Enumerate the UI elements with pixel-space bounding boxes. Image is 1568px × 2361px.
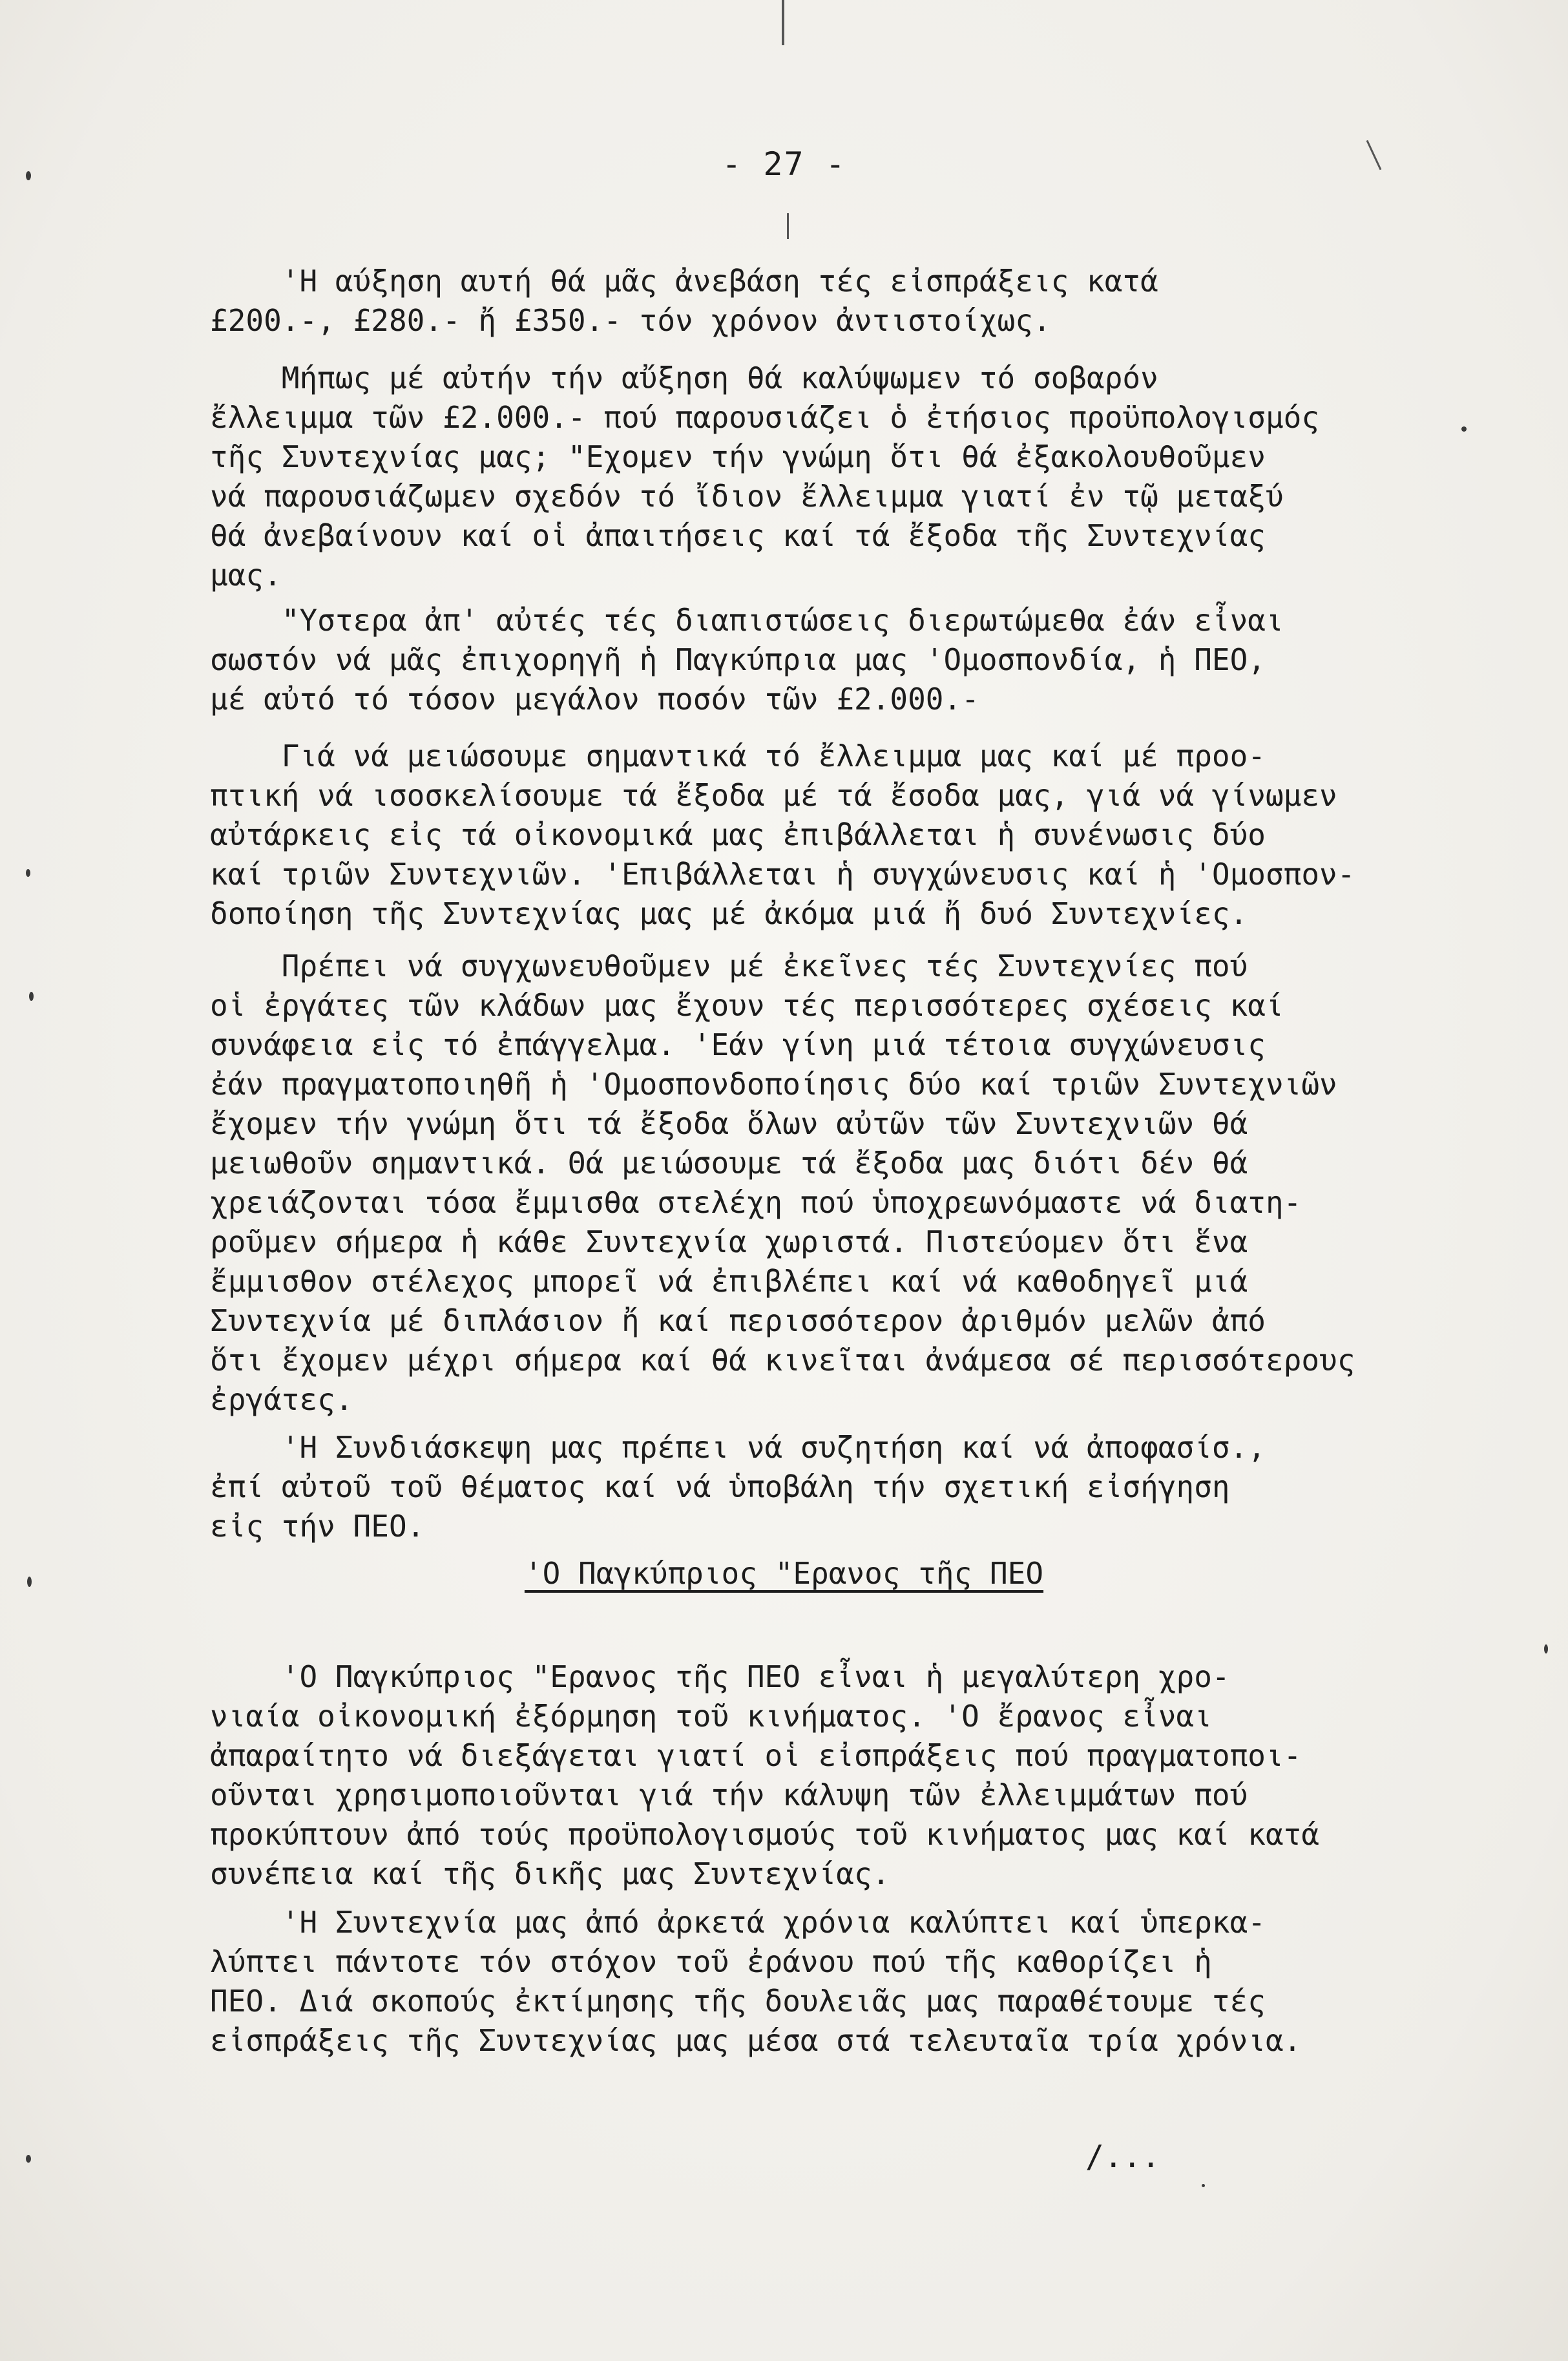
paragraph-5: Πρέπει νά συγχωνευθοῦμεν μέ ἐκεῖνες τές Συντεχνίες πού οἱ ἐργάτες τῶν κλάδων μας ἔχουν τές περισσότερες σχέσεις καί συνάφεια εἰς τό ἐπάγγελμα. 'Εάν γίνη μιά τέτοια συγχώνευσις ἐάν πραγματοποιηθῆ ἡ 'Ομοσπονδοποίησις δύο καί τριῶν Συντεχνιῶν ἔχομεν τήν γνώμη ὅτι τά ἔξοδα ὅλων αὐτῶν τῶν Συντεχνιῶν θά μειωθοῦν σημαντικά. Θά μειώσουμε τά ἔξοδα μας διότι δέν θά χρειάζονται τόσα ἔμμισθα στελέχη πού ὑποχρεωνόμαστε νά διατη- ροῦμεν σήμερα ἡ κάθε Συντεχνία χωριστά. Πιστεύομεν ὅτι ἕνα ἔμμισθον στέλεχος μπορεῖ νά ἐπιβλέπει καί νά καθοδηγεῖ μιά Συντεχνία μέ διπλάσιον ἤ καί περισσότερον ἀριθμόν μελῶν ἀπό ὅτι ἔχομεν μέχρι σήμερα καί θά κινεῖται ἀνάμεσα σέ περισσότερους ἐργάτες. <box>210 949 1355 1417</box>
scan-speck <box>26 2155 31 2163</box>
paragraph-6: 'Η Συνδιάσκεψη μας πρέπει νά συζητήση καί νά ἀποφασίσ., ἐπί αὐτοῦ τοῦ θέματος καί νά ὑποβάλη τήν σχετική εἰσήγηση εἰς τήν ΠΕΟ. <box>210 1430 1266 1544</box>
scan-artifact <box>787 213 789 239</box>
continuation-mark: /... <box>1085 2139 1160 2175</box>
paragraph-2: Μήπως μέ αὐτήν τήν αὔξηση θά καλύψωμεν τό σοβαρόν ἔλλειμμα τῶν £2.000.- πού παρουσιάζει ὁ ἐτήσιος προϋπολογισμός τῆς Συντεχνίας μας; "Εχομεν τήν γνώμη ὅτι θά ἐξακολουθοῦμεν νά παρουσιάζωμεν σχεδόν τό ἴδιον ἔλλειμμα γιατί ἐν τῷ μεταξύ θά ἀνεβαίνουν καί οἱ ἀπαιτήσεις καί τά ἔξοδα τῆς Συντεχνίας μας. <box>210 361 1320 593</box>
scan-artifact <box>782 0 784 45</box>
scan-speck <box>29 992 34 1001</box>
scan-speck <box>27 1577 32 1587</box>
section-heading-text: 'Ο Παγκύπριος "Ερανος τῆς ΠΕΟ <box>524 1556 1044 1591</box>
scan-speck <box>1461 426 1467 432</box>
paragraph-8: 'Η Συντεχνία μας ἀπό ἀρκετά χρόνια καλύπτει καί ὑπερκα- λύπτει πάντοτε τόν στόχον τοῦ ἐράνου πού τῆς καθορίζει ἡ ΠΕΟ. Διά σκοπούς ἐκτίμησης τῆς δουλειᾶς μας παραθέτουμε τές εἰσπράξεις τῆς Συντεχνίας μας μέσα στά τελευταῖα τρία χρόνια. <box>210 1905 1302 2058</box>
scan-speck <box>26 171 31 180</box>
paragraph-1: 'Η αύξηση αυτή θά μᾶς ἀνεβάση τές εἰσπράξεις κατά £200.-, £280.- ἤ £350.- τόν χρόνον ἀντιστοίχως. <box>210 264 1158 338</box>
section-heading <box>0 1554 1568 1593</box>
paragraph-4: Γιά νά μειώσουμε σημαντικά τό ἔλλειμμα μας καί μέ προο- πτική νά ισοσκελίσουμε τά ἔξοδα μέ τά ἔσοδα μας, γιά νά γίνωμεν αὐτάρκεις εἰς τά οἰκονομικά μας ἐπιβάλλεται ἡ συνένωσις δύο καί τριῶν Συντεχνιῶν. 'Επιβάλλεται ἡ συγχώνευσις καί ἡ 'Ομοσπον- δοποίηση τῆς Συντεχνίας μας μέ ἀκόμα μιά ἤ δυό Συντεχνίες. <box>210 739 1355 931</box>
page-number: - 27 - <box>722 145 846 183</box>
paragraph-3: "Υστερα ἀπ' αὐτές τές διαπιστώσεις διερωτώμεθα ἐάν εἶναι σωστόν νά μᾶς ἐπιχορηγῆ ἡ Παγκύπρια μας 'Ομοσπονδία, ἡ ΠΕΟ, μέ αὐτό τό τόσον μεγάλον ποσόν τῶν £2.000.- <box>210 603 1284 717</box>
scan-speck <box>1202 2184 1205 2187</box>
scan-speck <box>1544 1644 1548 1653</box>
paragraph-7: 'Ο Παγκύπριος "Ερανος τῆς ΠΕΟ εἶναι ἡ μεγαλύτερη χρο- νιαία οἰκονομική ἐξόρμηση τοῦ κινήματος. 'Ο ἔρανος εἶναι ἀπαραίτητο νά διεξάγεται γιατί οἱ εἰσπράξεις πού πραγματοποι- οῦνται χρησιμοποιοῦνται γιά τήν κάλυψη τῶν ἐλλειμμάτων πού προκύπτουν ἀπό τούς προϋπολογισμούς τοῦ κινήματος μας καί κατά συνέπεια καί τῆς δικῆς μας Συντεχνίας. <box>210 1659 1320 1891</box>
scan-speck <box>26 869 30 877</box>
